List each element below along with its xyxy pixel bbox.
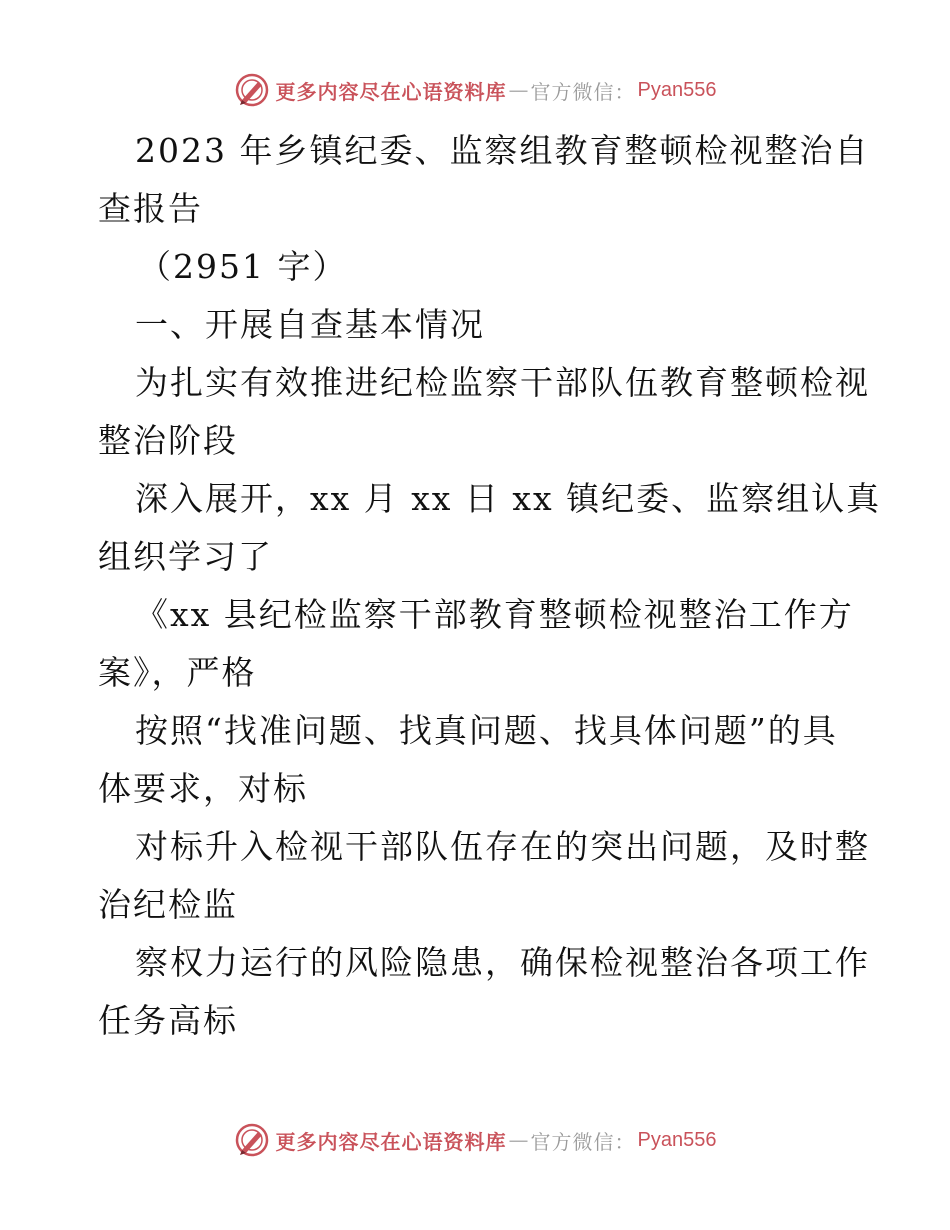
paragraph-line: 按照“找准问题、找真问题、找具体问题”的具 (135, 711, 838, 750)
paragraph-line: 对标升入检视干部队伍存在的突出问题，及时整 (135, 827, 870, 866)
header-contact-label: 官方微信： (530, 79, 636, 104)
pen-logo-icon (234, 72, 270, 108)
header-separator: — (508, 78, 529, 102)
paragraph-line: 体要求，对标 (98, 769, 308, 808)
footer-watermark (0, 1120, 950, 1160)
title-line-1: 2023 年乡镇纪委、监察组教育整顿检视整治自 (135, 131, 870, 170)
header-wechat-id: Pyan556 (637, 78, 717, 101)
title-line-2: 查报告 (98, 189, 203, 228)
header-brand-text: 更多内容尽在心语资料库 (275, 79, 507, 104)
paragraph-line: 组织学习了 (98, 537, 273, 576)
paragraph-line: 察权力运行的风险隐患，确保检视整治各项工作 (135, 943, 870, 982)
footer-contact-label: 官方微信： (530, 1129, 636, 1154)
word-count: （2951 字） (138, 247, 348, 286)
paragraph-line: 案》，严格 (98, 653, 257, 692)
footer-wechat-id: Pyan556 (637, 1128, 717, 1151)
paragraph-line: 《xx 县纪检监察干部教育整顿检视整治工作方 (135, 595, 854, 634)
footer-separator: — (508, 1128, 529, 1152)
paragraph-line: 深入展开，xx 月 xx 日 xx 镇纪委、监察组认真 (135, 479, 882, 518)
paragraph-line: 任务高标 (98, 1001, 238, 1040)
section-heading: 一、开展自查基本情况 (135, 305, 485, 344)
header-watermark (0, 70, 950, 110)
paragraph-line: 整治阶段 (98, 421, 238, 460)
paragraph-line: 治纪检监 (98, 885, 238, 924)
document-body (98, 122, 882, 1050)
footer-brand-text: 更多内容尽在心语资料库 (275, 1129, 507, 1154)
paragraph-line: 为扎实有效推进纪检监察干部队伍教育整顿检视 (135, 363, 870, 402)
pen-logo-icon (234, 1122, 270, 1158)
